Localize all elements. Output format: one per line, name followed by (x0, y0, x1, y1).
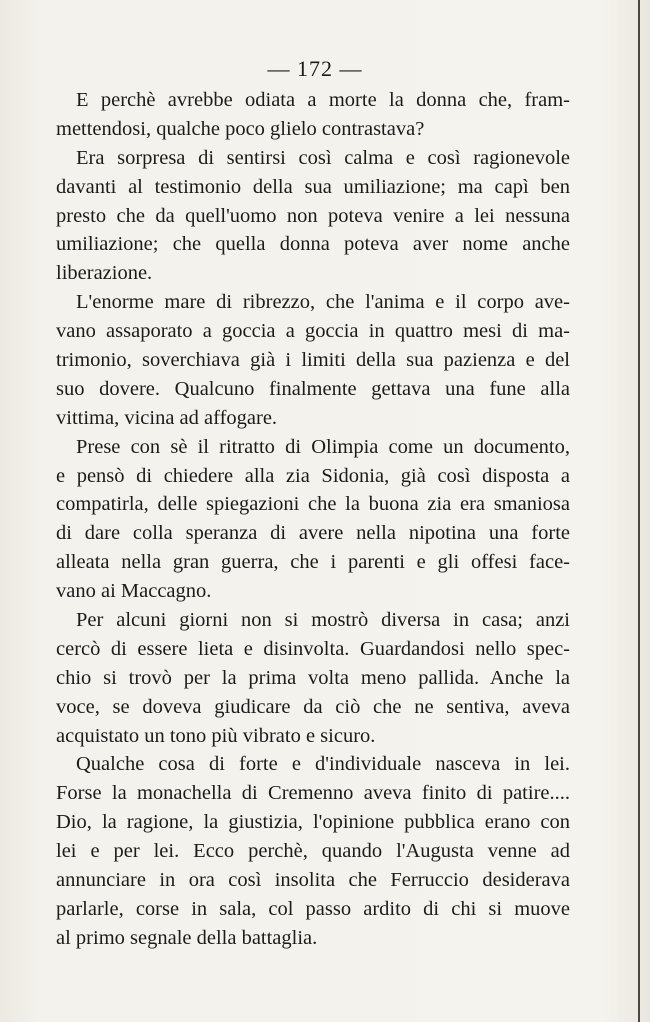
page-edge-line (638, 0, 640, 1022)
text-line: e pensò di chiedere alla zia Sidonia, già così disposta a (56, 464, 570, 487)
text-line: Qualche cosa di forte e d'individuale nasceva in lei. (76, 753, 570, 776)
text-line: Dio, la ragione, la giustizia, l'opinione pubblica erano con (56, 811, 570, 834)
text-line: E perchè avrebbe odiata a morte la donna che, fram- (76, 89, 570, 111)
text-line: davanti al testimonio della sua umiliazione; ma capì ben (56, 175, 570, 198)
body-text (56, 86, 570, 953)
text-line: vano assaporato a goccia a goccia in quattro mesi di ma- (56, 320, 570, 343)
text-line: compatirla, delle spiegazioni che la buona zia era smaniosa (56, 493, 570, 516)
text-line: alleata nella gran guerra, che i parenti e gli offesi face- (56, 551, 570, 574)
page-number: — 172 — (267, 56, 363, 81)
text-line: lei e per lei. Ecco perchè, quando l'Augusta venne ad (56, 840, 570, 863)
text-line: chio si trovò per la prima volta meno pallida. Anche la (56, 666, 570, 689)
text-line: cercò di essere lieta e disinvolta. Guardandosi nello spec- (56, 637, 570, 660)
text-line: di dare colla speranza di avere nella nipotina una forte (56, 522, 570, 545)
text-line: annunciare in ora così insolita che Ferruccio desiderava (56, 869, 570, 892)
text-line: presto che da quell'uomo non poteva venire a lei nessuna (56, 204, 570, 227)
text-line: vano ai Maccagno. (56, 580, 212, 603)
text-line: mettendosi, qualche poco glielo contrastava? (56, 117, 425, 140)
text-line: trimonio, soverchiava già i limiti della sua pazienza e del (56, 349, 570, 372)
text-line: suo dovere. Qualcuno finalmente gettava una fune alla (56, 377, 570, 400)
text-line: umiliazione; che quella donna poteva aver nome anche (56, 233, 570, 256)
text-line: Per alcuni giorni non si mostrò diversa in casa; anzi (76, 609, 570, 632)
text-line: vittima, vicina ad affogare. (56, 406, 278, 429)
text-line: Prese con sè il ritratto di Olimpia come un documento, (76, 435, 570, 458)
text-line: parlarle, corse in sala, col passo ardito di chi si muove (56, 897, 570, 920)
text-line: voce, se doveva giudicare da ciò che ne sentiva, aveva (56, 695, 570, 718)
text-line: Era sorpresa di sentirsi così calma e così ragionevole (76, 146, 570, 169)
text-line: Forse la monachella di Cremenno aveva finito di patire.... (56, 782, 570, 805)
text-line: acquistato un tono più vibrato e sicuro. (56, 724, 376, 747)
text-line: liberazione. (56, 262, 153, 285)
text-line: al primo segnale della battaglia. (56, 926, 318, 949)
text-line: L'enorme mare di ribrezzo, che l'anima e il corpo ave- (76, 291, 570, 314)
